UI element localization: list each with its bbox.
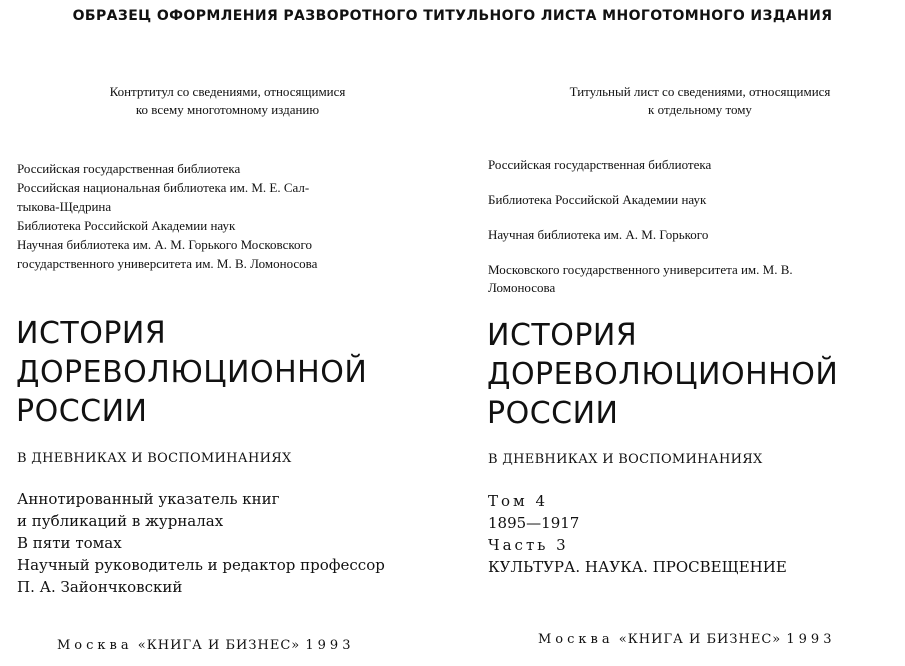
left-details [17,488,385,598]
volume-label: Том 4 [488,492,549,510]
title-line: РОССИИ [487,396,619,431]
imprint-city: Москва [538,632,614,647]
title-line: ДОРЕВОЛЮЦИОННОЙ [487,357,839,392]
library-line: Московского государственного университета им. М. В. [488,262,793,277]
title-line: ДОРЕВОЛЮЦИОННОЙ [16,355,368,390]
details-line: Научный руководитель и редактор профессор [17,556,385,574]
details-line: В пяти томах [17,534,122,552]
right-libraries [488,0,898,300]
library-line: государственного университета им. М. В. Ломоносова [17,256,318,271]
library-line: Российская национальная библиотека им. М. Е. Сал- [17,180,310,195]
left-libraries [17,159,317,273]
volume-years: 1895—1917 [488,514,580,532]
library-line: Библиотека Российской Академии наук [17,218,236,233]
right-imprint [538,632,835,647]
details-line: Аннотированный указатель книг [17,490,280,508]
right-caption-line: к отдельному тому [648,102,752,117]
page-heading: ОБРАЗЕЦ ОФОРМЛЕНИЯ РАЗВОРОТНОГО ТИТУЛЬНОГО ЛИСТА МНОГОТОМНОГО ИЗДАНИЯ [72,8,833,24]
part-label: Часть 3 [488,536,569,554]
left-title [16,314,367,431]
library-line: тыкова-Щедрина [17,199,112,214]
left-subtitle: В ДНЕВНИКАХ И ВОСПОМИНАНИЯХ [17,451,292,466]
library-line: Российская государственная библиотека [17,161,241,176]
library-line: Научная библиотека им. А. М. Горького Московского [17,237,313,252]
right-subtitle: В ДНЕВНИКАХ И ВОСПОМИНАНИЯХ [488,452,763,467]
details-line: П. А. Зайончковский [17,578,183,596]
library-line: Научная библиотека им. А. М. Горького [488,227,709,242]
details-line: и публикаций в журналах [17,512,224,530]
part-title: КУЛЬТУРА. НАУКА. ПРОСВЕЩЕНИЕ [488,558,787,576]
imprint-publisher: «КНИГА И БИЗНЕС» [618,632,782,647]
left-imprint [57,638,354,653]
library-line: Ломоносова [488,280,556,295]
left-caption-line: ко всему многотомному изданию [135,102,320,117]
left-caption [55,83,400,119]
imprint-city: Москва [57,638,133,653]
right-title [487,316,838,433]
imprint-year: 1993 [305,638,355,653]
left-caption-line: Контртитул со сведениями, относящимися [109,84,346,99]
library-line: Российская государственная библиотека [488,157,712,172]
imprint-year: 1993 [786,632,836,647]
right-details [488,490,787,578]
library-line: Библиотека Российской Академии наук [488,192,707,207]
title-line: ИСТОРИЯ [16,316,167,351]
imprint-publisher: «КНИГА И БИЗНЕС» [137,638,301,653]
title-line: ИСТОРИЯ [487,318,638,353]
right-caption-line: Титульный лист со сведениями, относящимися [569,84,831,99]
title-line: РОССИИ [16,394,148,429]
